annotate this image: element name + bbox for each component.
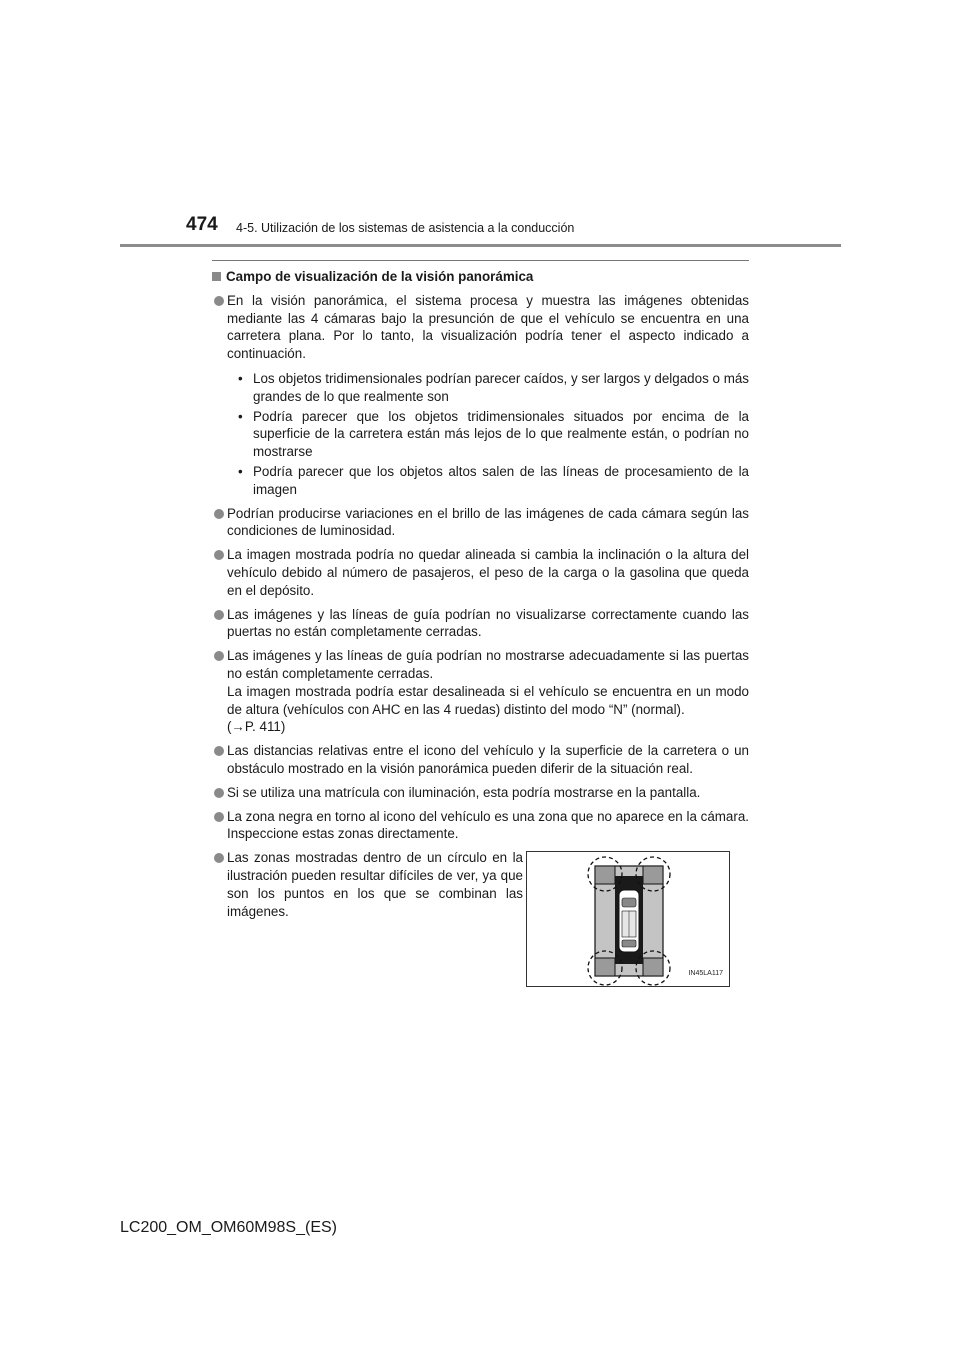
circle-bullet-icon xyxy=(214,550,224,560)
combine-zone-rear-left xyxy=(595,958,615,976)
list-item xyxy=(212,742,749,778)
page-number: 474 xyxy=(186,214,218,235)
section-heading-text: Campo de visualización de la visión panorámica xyxy=(226,269,534,284)
circle-bullet-icon xyxy=(214,296,224,306)
dot-bullet-icon: • xyxy=(238,408,243,424)
list-item xyxy=(212,849,523,920)
sub-list-item-text: Podría parecer que los objetos altos salen de las líneas de procesamiento de la imagen xyxy=(253,463,749,497)
header-rule xyxy=(120,244,841,247)
list-item xyxy=(212,505,749,541)
list-item-text: Si se utiliza una matrícula con iluminación, esta podría mostrarse en la pantalla. xyxy=(227,784,701,800)
dot-bullet-icon: • xyxy=(238,463,243,479)
list-item-text: Las imágenes y las líneas de guía podrían no mostrarse adecuadamente si las puertas no están completamente cerradas. xyxy=(227,648,749,681)
list-item xyxy=(212,546,749,599)
sub-list xyxy=(227,370,749,499)
circle-bullet-icon xyxy=(214,610,224,620)
sub-list-item-text: Los objetos tridimensionales podrían parecer caídos, y ser largos y delgados o más grandes de lo que realmente son xyxy=(253,370,749,404)
sub-list-item-text: Podría parecer que los objetos tridimensionales situados por encima de la superficie de la carretera están más lejos de lo que realmente están, o podrían no mostrarse xyxy=(253,408,749,460)
circle-bullet-icon xyxy=(214,788,224,798)
section-heading xyxy=(212,268,749,286)
circle-bullet-icon xyxy=(214,853,224,863)
list-item xyxy=(212,292,749,499)
page-reference-link[interactable]: (→P. 411) xyxy=(227,719,286,735)
list-item-text: Las distancias relativas entre el icono del vehículo y la superficie de la carretera o un obstáculo mostrado en la visión panorámica pueden diferir de la situación real. xyxy=(227,743,749,776)
list-item-text-secondary: La imagen mostrada podría estar desalineada si el vehículo se encuentra en un modo de altura (vehículos con AHC en las 4 ruedas) distinto del modo “N” (normal). xyxy=(227,683,749,717)
combine-zone-front-right xyxy=(643,866,663,884)
combine-zone-front-left xyxy=(595,866,615,884)
sub-list-item xyxy=(227,370,749,406)
list-item xyxy=(212,784,749,802)
chapter-title: 4-5. Utilización de los sistemas de asistencia a la conducción xyxy=(236,221,575,235)
list-item-text: La imagen mostrada podría no quedar alineada si cambia la inclinación o la altura del vehículo debido al número de pasajeros, el peso de la carga o la gasolina que queda en el depósito. xyxy=(227,547,749,598)
section-rule xyxy=(212,260,749,261)
list-item-text: Podrían producirse variaciones en el brillo de las imágenes de cada cámara según las condiciones de luminosidad. xyxy=(227,505,749,539)
list-item xyxy=(212,808,749,844)
dot-bullet-icon: • xyxy=(238,370,243,386)
illustration-code: IN45LA117 xyxy=(688,970,723,978)
circle-bullet-icon xyxy=(214,509,224,519)
combine-zone-rear-right xyxy=(643,958,663,976)
square-bullet-icon xyxy=(212,272,221,281)
panoramic-view-illustration xyxy=(526,851,730,987)
list-item-text: En la visión panorámica, el sistema procesa y muestra las imágenes obtenidas mediante las 4 cámaras bajo la presunción de que el vehículo se encuentra en una carretera plana. Por lo tanto, la visualización podría tener el aspecto indicado a continuación. xyxy=(227,292,749,362)
sub-list-item xyxy=(227,408,749,461)
circle-bullet-icon xyxy=(214,746,224,756)
illustrated-list-item xyxy=(212,849,749,989)
list-item-text: Las imágenes y las líneas de guía podrían no visualizarse correctamente cuando las puertas no están completamente cerradas. xyxy=(227,606,749,640)
list-item xyxy=(212,606,749,642)
sub-list-item xyxy=(227,463,749,499)
circle-bullet-icon xyxy=(214,651,224,661)
list-item xyxy=(212,647,749,736)
vehicle-icon xyxy=(619,890,639,952)
circle-bullet-icon xyxy=(214,812,224,822)
main-content xyxy=(212,268,749,989)
document-code: LC200_OM_OM60M98S_(ES) xyxy=(120,1219,337,1236)
list-item-text: La zona negra en torno al icono del vehículo es una zona que no aparece en la cámara. Inspeccione estas zonas directamente. xyxy=(227,808,749,842)
list-item-text: Las zonas mostradas dentro de un círculo en la ilustración pueden resultar difíciles de ver, ya que son los puntos en los que se combinan las imágenes. xyxy=(227,850,523,919)
